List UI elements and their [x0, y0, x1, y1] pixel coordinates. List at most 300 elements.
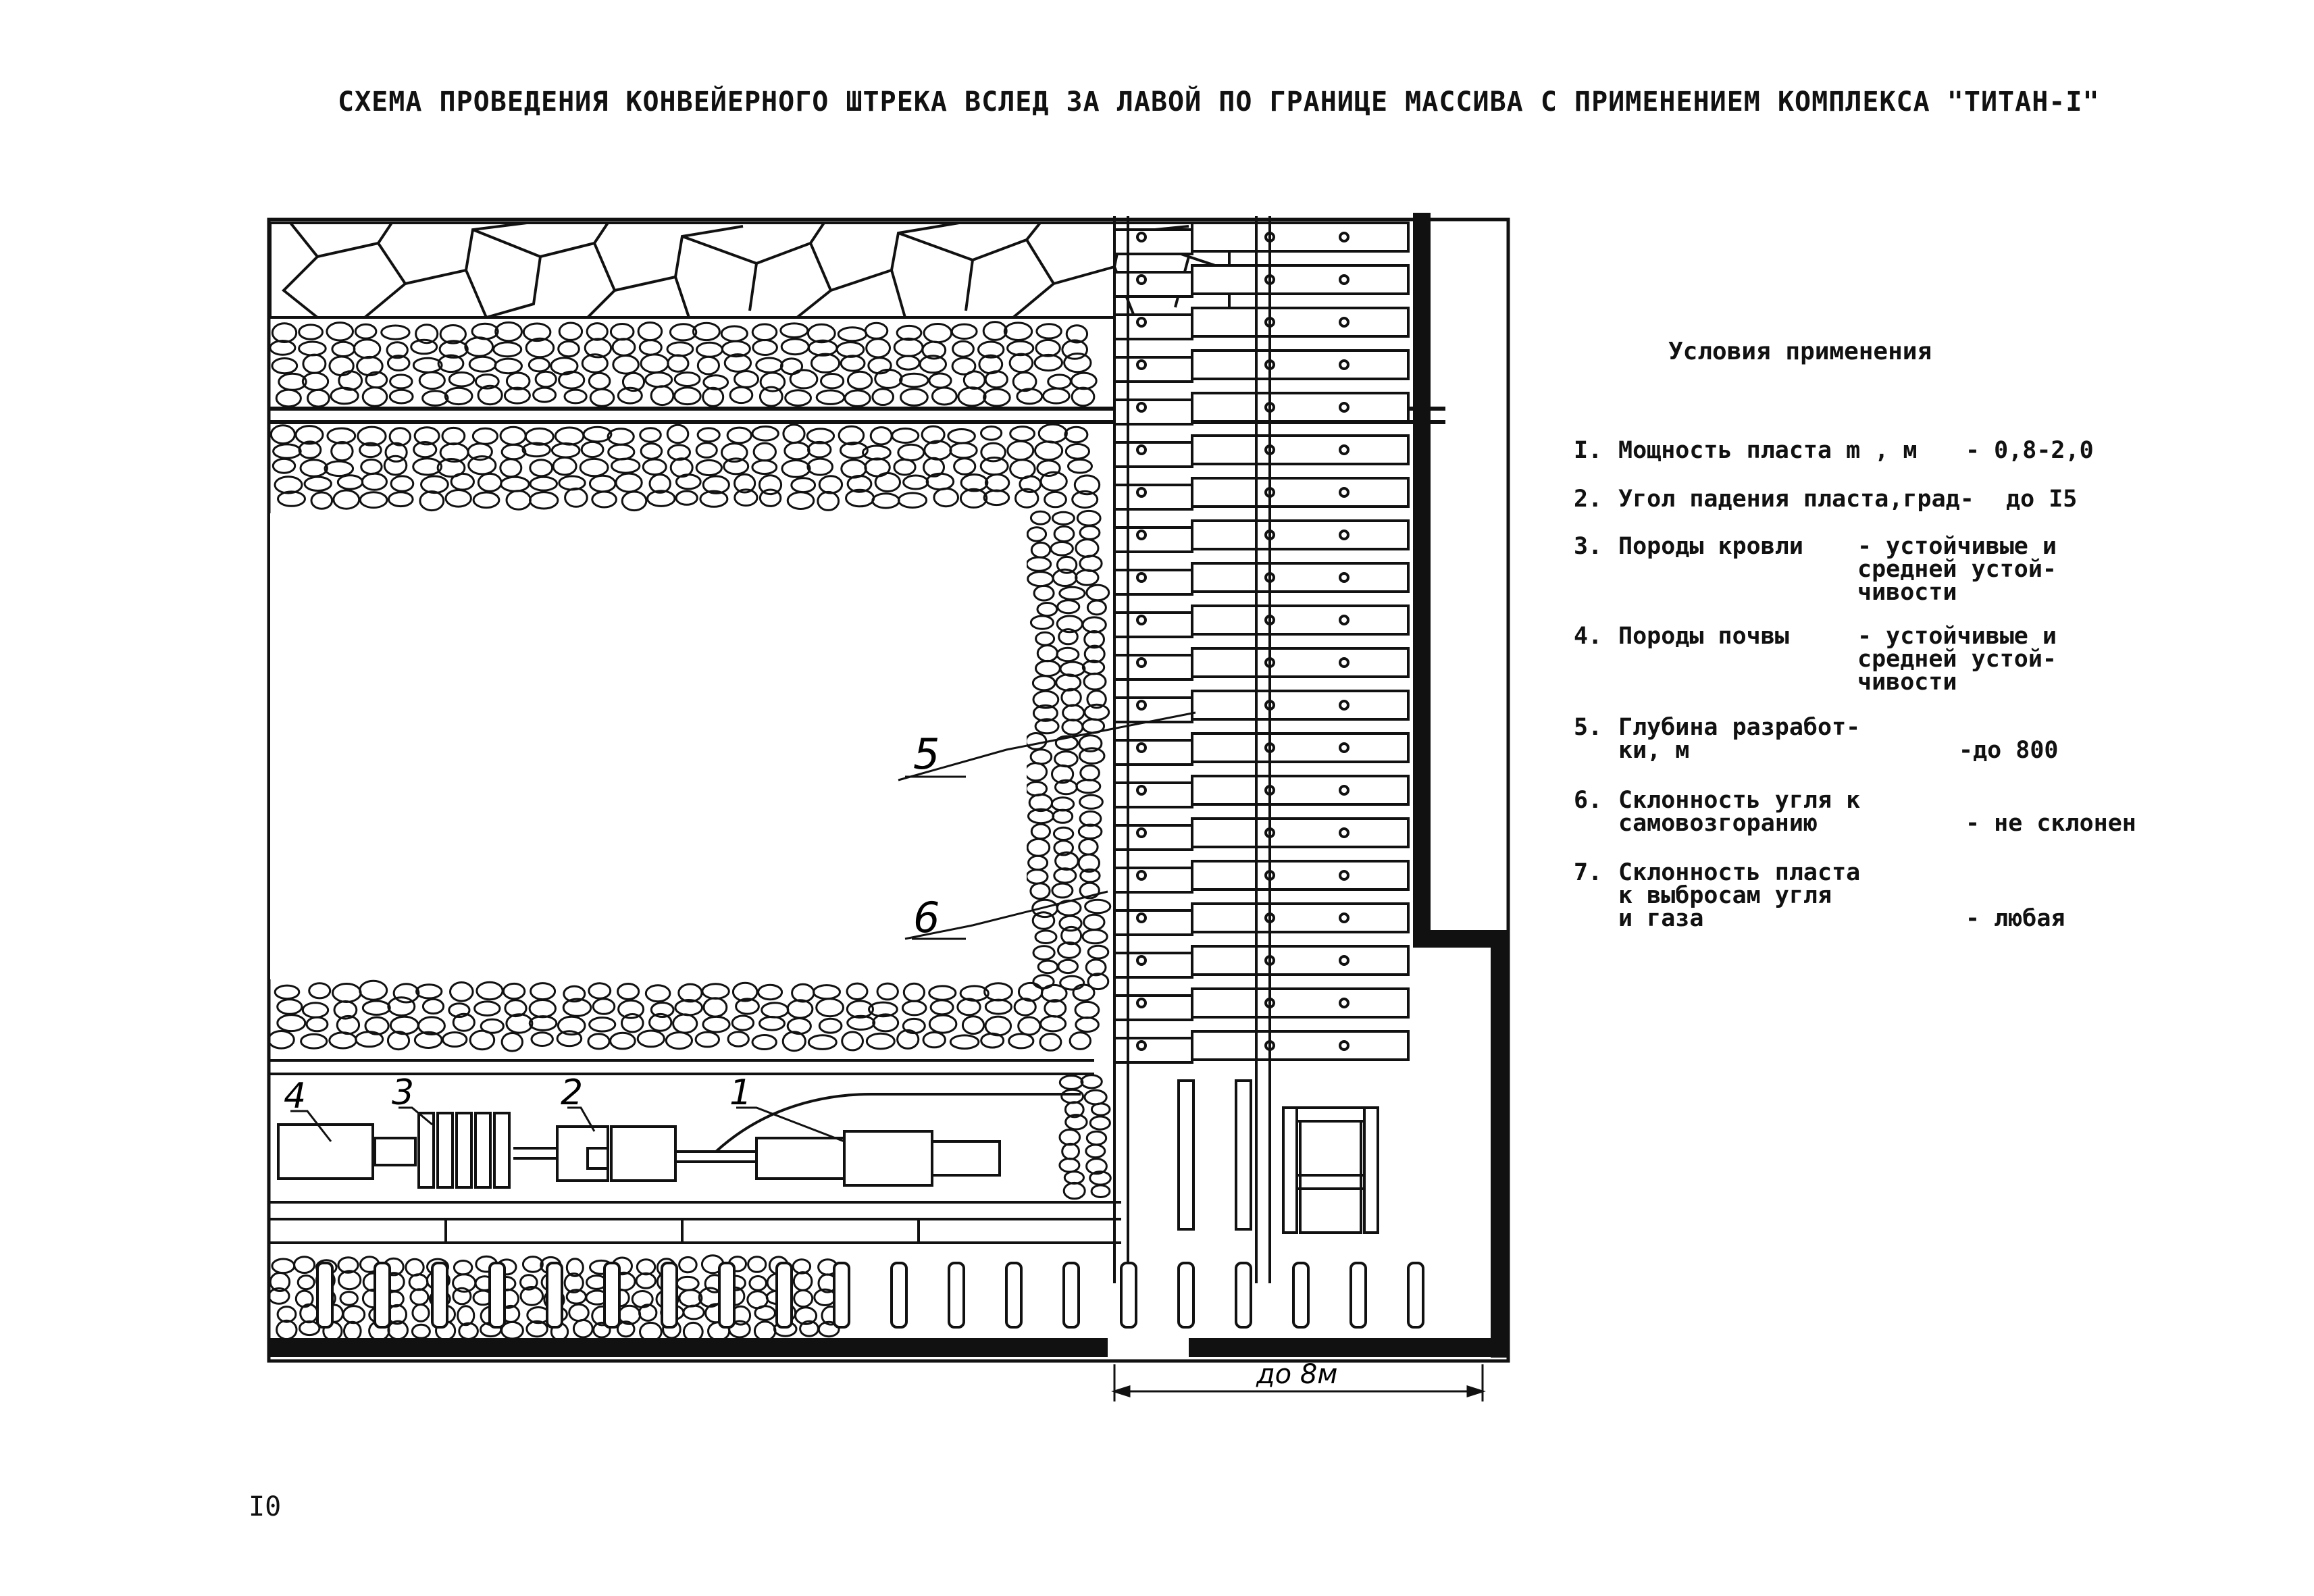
rubble-stone — [873, 494, 899, 508]
rubble-stone — [388, 998, 415, 1016]
rivet — [1340, 616, 1348, 624]
rubble-stone — [981, 458, 1008, 475]
condition-number: 4. — [1574, 623, 1603, 650]
rubble-stone — [590, 389, 614, 406]
rubble-stone — [1025, 763, 1047, 781]
rubble-stone — [458, 1306, 474, 1325]
callout-2: 2 — [561, 1073, 584, 1113]
support-bar — [1192, 733, 1408, 762]
callout-1: 1 — [729, 1073, 752, 1113]
rubble-stone — [406, 1259, 423, 1275]
caved-rock-zone — [270, 223, 1229, 317]
condition-number: 3. — [1574, 533, 1603, 560]
condition-value: до I5 — [2006, 486, 2078, 513]
rubble-stone — [730, 387, 752, 403]
rubble-stone — [1029, 856, 1048, 869]
machine-unit-4 — [278, 1125, 373, 1179]
rubble-stone — [1048, 375, 1071, 388]
rubble-stone — [666, 1033, 692, 1049]
rubble-stone — [1055, 752, 1078, 767]
rubble-stone — [361, 459, 382, 473]
rubble-stone — [1064, 1172, 1083, 1184]
support-bar — [1192, 819, 1408, 847]
rubble-stone — [838, 328, 867, 341]
rubble-stone — [307, 1017, 328, 1031]
rubble-stone — [1054, 827, 1073, 840]
floor-timber — [1351, 1263, 1366, 1327]
rubble-stone — [1053, 810, 1073, 823]
rubble-stone — [502, 1033, 522, 1052]
rubble-stone — [735, 371, 759, 388]
support-cell — [1114, 783, 1192, 807]
rubble-stone — [651, 386, 673, 405]
rubble-stone — [530, 460, 552, 476]
rubble-stone — [1031, 750, 1052, 764]
rubble-stone — [343, 1306, 365, 1323]
rubble-stone — [475, 1002, 500, 1016]
rubble-stone — [530, 1016, 557, 1031]
rubble-stone — [1080, 795, 1103, 808]
rubble-stone — [698, 357, 719, 374]
rubble-stone — [1033, 946, 1054, 960]
rivet — [1137, 361, 1146, 369]
rubble-stone — [962, 1016, 983, 1034]
rivet — [1340, 786, 1348, 794]
rubble-stone — [299, 342, 326, 355]
rubble-stone — [1010, 354, 1033, 372]
rubble-stone — [555, 428, 584, 444]
rubble-stone — [565, 488, 588, 507]
rivet — [1340, 1041, 1348, 1050]
rubble-stone — [443, 1033, 467, 1047]
rubble-stone — [1080, 811, 1101, 825]
rubble-stone — [1052, 883, 1073, 898]
rubble-stone — [821, 374, 844, 388]
rubble-stone — [1009, 1034, 1033, 1048]
rubble-stone — [1052, 798, 1073, 810]
rubble-stone — [953, 341, 974, 357]
rubble-stone — [848, 371, 871, 389]
floor-timber — [834, 1263, 849, 1327]
rubble-stone — [783, 425, 804, 443]
rubble-stone — [985, 1000, 1011, 1014]
rubble-stone — [592, 492, 617, 507]
rubble-stone — [271, 426, 294, 444]
rubble-stone — [534, 388, 556, 402]
rivet — [1340, 446, 1348, 454]
rubble-stone — [952, 324, 977, 338]
rubble-stone — [478, 473, 501, 491]
rubble-stone — [417, 985, 442, 998]
rubble-stone — [473, 492, 499, 508]
rubble-stone — [472, 324, 498, 339]
rubble-stone — [984, 389, 1010, 406]
callout-3: 3 — [392, 1073, 415, 1113]
rubble-stone — [703, 388, 723, 406]
support-cell — [1114, 868, 1192, 892]
support-bar — [1192, 308, 1408, 336]
floor-timber — [1236, 1263, 1251, 1327]
rubble-stone — [1027, 557, 1051, 571]
rubble-stone — [559, 341, 580, 356]
rubble-stone — [931, 1000, 953, 1014]
rubble-stone — [332, 342, 355, 356]
rubble-stone — [1087, 585, 1109, 600]
callout-4: 4 — [284, 1076, 307, 1116]
rubble-stone — [721, 326, 747, 341]
rivet — [1137, 233, 1146, 241]
rubble-stone — [704, 998, 727, 1016]
rubble-stone — [897, 356, 919, 369]
support-cell — [1114, 527, 1192, 552]
rubble-stone — [445, 388, 472, 404]
rubble-stone — [325, 461, 353, 476]
floor-timber — [317, 1263, 332, 1327]
rubble-stone — [819, 1019, 842, 1033]
rubble-stone — [865, 323, 888, 338]
support-bar — [1192, 393, 1408, 421]
rubble-stone — [532, 1033, 552, 1046]
rubble-stone — [501, 477, 530, 491]
rubble-stone — [569, 1304, 589, 1320]
rivet — [1137, 786, 1146, 794]
rubble-stone — [756, 358, 783, 372]
rubble-stone — [679, 1257, 697, 1272]
rubble-stone — [1085, 1090, 1106, 1104]
rubble-stone — [309, 983, 330, 998]
condition-value: - не склонен — [1965, 810, 2136, 837]
support-bar — [1192, 521, 1408, 549]
rubble-stone — [301, 1034, 327, 1048]
support-bar — [1192, 861, 1408, 890]
floor-timber — [490, 1263, 505, 1327]
rubble-stone — [588, 1034, 609, 1049]
rubble-stone — [1031, 616, 1053, 629]
rubble-stone — [1031, 511, 1050, 524]
rivet — [1137, 659, 1146, 667]
rubble-stone — [1026, 782, 1046, 796]
support-cell — [1114, 613, 1192, 637]
rubble-stone — [622, 1014, 644, 1032]
rubble-stone — [1017, 389, 1042, 404]
rubble-stone — [638, 1031, 664, 1047]
rubble-stone — [459, 1323, 478, 1339]
rubble-stone — [760, 387, 782, 406]
rivet — [1340, 361, 1348, 369]
rubble-stone — [1072, 388, 1094, 406]
rubble-stone — [582, 442, 603, 457]
support-bar — [1192, 223, 1408, 251]
rubble-stone — [877, 983, 898, 1000]
rubble-stone — [531, 983, 555, 1000]
rubble-stone — [301, 460, 327, 476]
rubble-stone — [465, 338, 493, 356]
rubble-stone — [389, 492, 413, 507]
rubble-stone — [842, 1032, 863, 1050]
condition-text: Глубина разработ- ки, м — [1618, 714, 1861, 764]
rivet — [1137, 403, 1146, 411]
rubble-stone — [442, 428, 465, 444]
rubble-stone — [356, 1032, 383, 1047]
rubble-stone — [553, 457, 576, 475]
rubble-stone — [750, 1277, 767, 1291]
rivet — [1137, 956, 1146, 964]
rubble-stone — [559, 476, 585, 490]
rubble-stone — [934, 488, 958, 506]
rubble-stone — [753, 340, 777, 355]
rubble-stone — [1062, 1089, 1083, 1103]
rubble-stone — [1031, 883, 1050, 899]
rubble-stone — [409, 1275, 428, 1290]
rivet — [1340, 871, 1348, 879]
support-bar — [1192, 691, 1408, 719]
rivet — [1137, 1041, 1146, 1050]
rubble-stone — [355, 324, 376, 338]
rubble-stone — [1077, 511, 1100, 525]
rubble-stone — [814, 985, 840, 999]
rubble-stone — [589, 373, 610, 389]
rubble-stone — [818, 492, 839, 510]
condition-text: Мощность пласта m , м — [1618, 437, 1918, 464]
rubble-stone — [500, 459, 521, 477]
rubble-stone — [1086, 1145, 1105, 1158]
rubble-stone — [1035, 931, 1056, 944]
floor-timber — [662, 1263, 677, 1327]
rivet — [1340, 233, 1348, 241]
rubble-stone — [755, 1306, 775, 1320]
rubble-stone — [752, 1035, 776, 1050]
support-cell — [1114, 825, 1192, 850]
rubble-stone — [640, 428, 661, 442]
floor-timber — [375, 1263, 390, 1327]
rubble-stone — [413, 1305, 429, 1322]
support-bar — [1192, 989, 1408, 1017]
rubble-stone — [1083, 930, 1107, 944]
rubble-stone — [272, 359, 297, 374]
rubble-stone — [332, 442, 353, 461]
rubble-stone — [785, 442, 809, 459]
rubble-stone — [873, 389, 894, 405]
support-bar — [1192, 606, 1408, 634]
rubble-stone — [446, 490, 471, 507]
rubble-stone — [495, 359, 522, 374]
rubble-stone — [640, 340, 661, 355]
rubble-stone — [473, 428, 497, 444]
rubble-stone — [340, 1292, 357, 1306]
rubble-stone — [1066, 444, 1089, 459]
rivet — [1340, 276, 1348, 284]
rubble-stone — [412, 1324, 430, 1338]
rubble-stone — [502, 444, 525, 459]
rubble-stone — [728, 1032, 748, 1046]
rubble-stone — [637, 1260, 654, 1275]
rubble-stone — [819, 476, 842, 493]
rubble-stone — [792, 984, 814, 1002]
rubble-stone — [1060, 1130, 1080, 1145]
rubble-stone — [929, 986, 956, 1000]
condition-number: 7. — [1574, 859, 1603, 886]
rivet — [1340, 318, 1348, 326]
rivet — [1137, 446, 1146, 454]
rubble-stone — [808, 459, 833, 475]
rubble-stone — [817, 999, 844, 1016]
rubble-stone — [1081, 765, 1100, 780]
rubble-stone — [1091, 1185, 1110, 1198]
rubble-stone — [470, 1031, 494, 1050]
rubble-stone — [950, 1035, 979, 1049]
rivet — [1137, 744, 1146, 752]
rubble-stone — [782, 461, 810, 478]
rubble-stone — [1069, 459, 1092, 473]
rubble-stone — [301, 1304, 317, 1322]
rubble-stone — [1028, 572, 1053, 586]
rubble-stone — [1070, 1033, 1090, 1050]
rubble-stone — [1027, 839, 1050, 856]
rubble-stone — [1008, 441, 1033, 459]
rubble-stone — [449, 372, 474, 386]
rivet — [1340, 659, 1348, 667]
rubble-stone — [1038, 960, 1058, 973]
rubble-stone — [948, 430, 975, 444]
rubble-stone — [584, 427, 611, 442]
rubble-stone — [496, 322, 522, 340]
rubble-stone — [1035, 355, 1062, 370]
rubble-band-upper — [270, 322, 1096, 407]
rivet — [1340, 744, 1348, 752]
rubble-stone — [275, 477, 302, 493]
rubble-stone — [394, 984, 419, 1002]
rubble-stone — [1004, 323, 1031, 340]
rubble-stone — [781, 339, 808, 355]
rubble-stone — [1031, 542, 1050, 557]
rubble-stone — [1010, 427, 1035, 441]
dimension-label: до 8м — [1256, 1359, 1338, 1390]
rubble-stone — [1033, 912, 1054, 929]
rubble-stone — [752, 324, 777, 340]
rubble-stone — [390, 375, 412, 388]
floor-timber — [1121, 1263, 1136, 1327]
rubble-stone — [1034, 586, 1054, 600]
rubble-stone — [894, 459, 915, 475]
floor-timber — [1179, 1263, 1193, 1327]
rubble-stone — [303, 355, 326, 373]
support-cell — [1114, 485, 1192, 509]
rubble-stone — [1062, 689, 1081, 706]
rubble-stone — [929, 1015, 956, 1033]
rubble-stone — [793, 1260, 810, 1273]
rubble-stone — [1035, 442, 1062, 460]
rubble-stone — [1033, 676, 1054, 690]
rubble-stone — [788, 1000, 813, 1018]
rubble-stone — [646, 985, 670, 1002]
rubble-stone — [334, 490, 359, 509]
callout-5: 5 — [913, 729, 940, 779]
rubble-stone — [503, 983, 524, 998]
rubble-stone — [760, 1017, 785, 1031]
rubble-stone — [985, 371, 1007, 388]
rubble-stone — [1054, 526, 1074, 541]
support-cell — [1114, 698, 1192, 722]
rubble-stone — [1041, 1016, 1066, 1031]
rubble-stone — [344, 1322, 361, 1340]
rubble-stone — [388, 1032, 409, 1050]
rubble-stone — [902, 1001, 926, 1015]
rubble-stone — [331, 388, 358, 404]
rubble-band-lower — [269, 981, 1099, 1051]
rubble-stone — [559, 371, 584, 388]
rubble-stone — [1071, 373, 1096, 389]
rubble-stone — [867, 339, 890, 357]
rubble-stone — [675, 388, 701, 405]
rubble-stone — [454, 1261, 471, 1275]
rubble-stone — [752, 427, 778, 441]
rubble-stone — [1037, 603, 1057, 616]
rubble-stone — [500, 427, 525, 444]
support-cell — [1114, 400, 1192, 424]
rubble-stone — [808, 442, 831, 457]
rubble-stone — [1064, 354, 1091, 372]
condition-text: Породы почвы — [1618, 623, 1789, 650]
rubble-stone — [330, 1033, 357, 1048]
rubble-stone — [985, 475, 1008, 492]
rubble-stone — [1084, 673, 1106, 690]
rubble-stone — [892, 429, 919, 443]
rubble-stone — [413, 358, 442, 372]
coal-massif-edge — [1422, 213, 1499, 1358]
condition-number: 2. — [1574, 486, 1603, 513]
rivet — [1137, 573, 1146, 582]
floor-timber — [1006, 1263, 1021, 1327]
rubble-stone — [985, 1016, 1011, 1035]
rubble-stone — [1036, 661, 1060, 675]
rubble-stone — [1014, 999, 1035, 1016]
rubble-stone — [590, 475, 615, 492]
rubble-stone — [1084, 915, 1104, 929]
rubble-stone — [272, 1259, 294, 1273]
prop-timber — [1179, 1081, 1193, 1229]
rivet — [1340, 531, 1348, 539]
rubble-stone — [277, 1320, 297, 1339]
rubble-stone — [900, 374, 929, 387]
rubble-stone — [898, 444, 924, 460]
rubble-stone — [1077, 780, 1100, 793]
rubble-stone — [382, 326, 409, 339]
rubble-stone — [608, 429, 634, 444]
rubble-stone — [894, 338, 923, 356]
rubble-stone — [1045, 492, 1066, 507]
rubble-stone — [274, 444, 301, 458]
rubble-stone — [1027, 527, 1046, 541]
rubble-stone — [327, 323, 353, 340]
rubble-stone — [1062, 720, 1083, 735]
rubble-stone — [613, 339, 635, 355]
rivet — [1137, 488, 1146, 496]
rubble-stone — [1060, 976, 1084, 989]
rivet — [1340, 829, 1348, 837]
rubble-stone — [1060, 1158, 1079, 1172]
rubble-stone — [954, 459, 975, 475]
rubble-stone — [676, 475, 700, 489]
rubble-stone — [762, 1003, 788, 1017]
rubble-stone — [703, 1016, 729, 1032]
rubble-stone — [557, 1031, 582, 1046]
rubble-stone — [898, 493, 926, 508]
rubble-stone — [981, 427, 1002, 440]
support-cell — [1114, 953, 1192, 977]
rubble-stone — [727, 428, 751, 443]
rivet — [1137, 531, 1146, 539]
support-bar — [1192, 648, 1408, 677]
